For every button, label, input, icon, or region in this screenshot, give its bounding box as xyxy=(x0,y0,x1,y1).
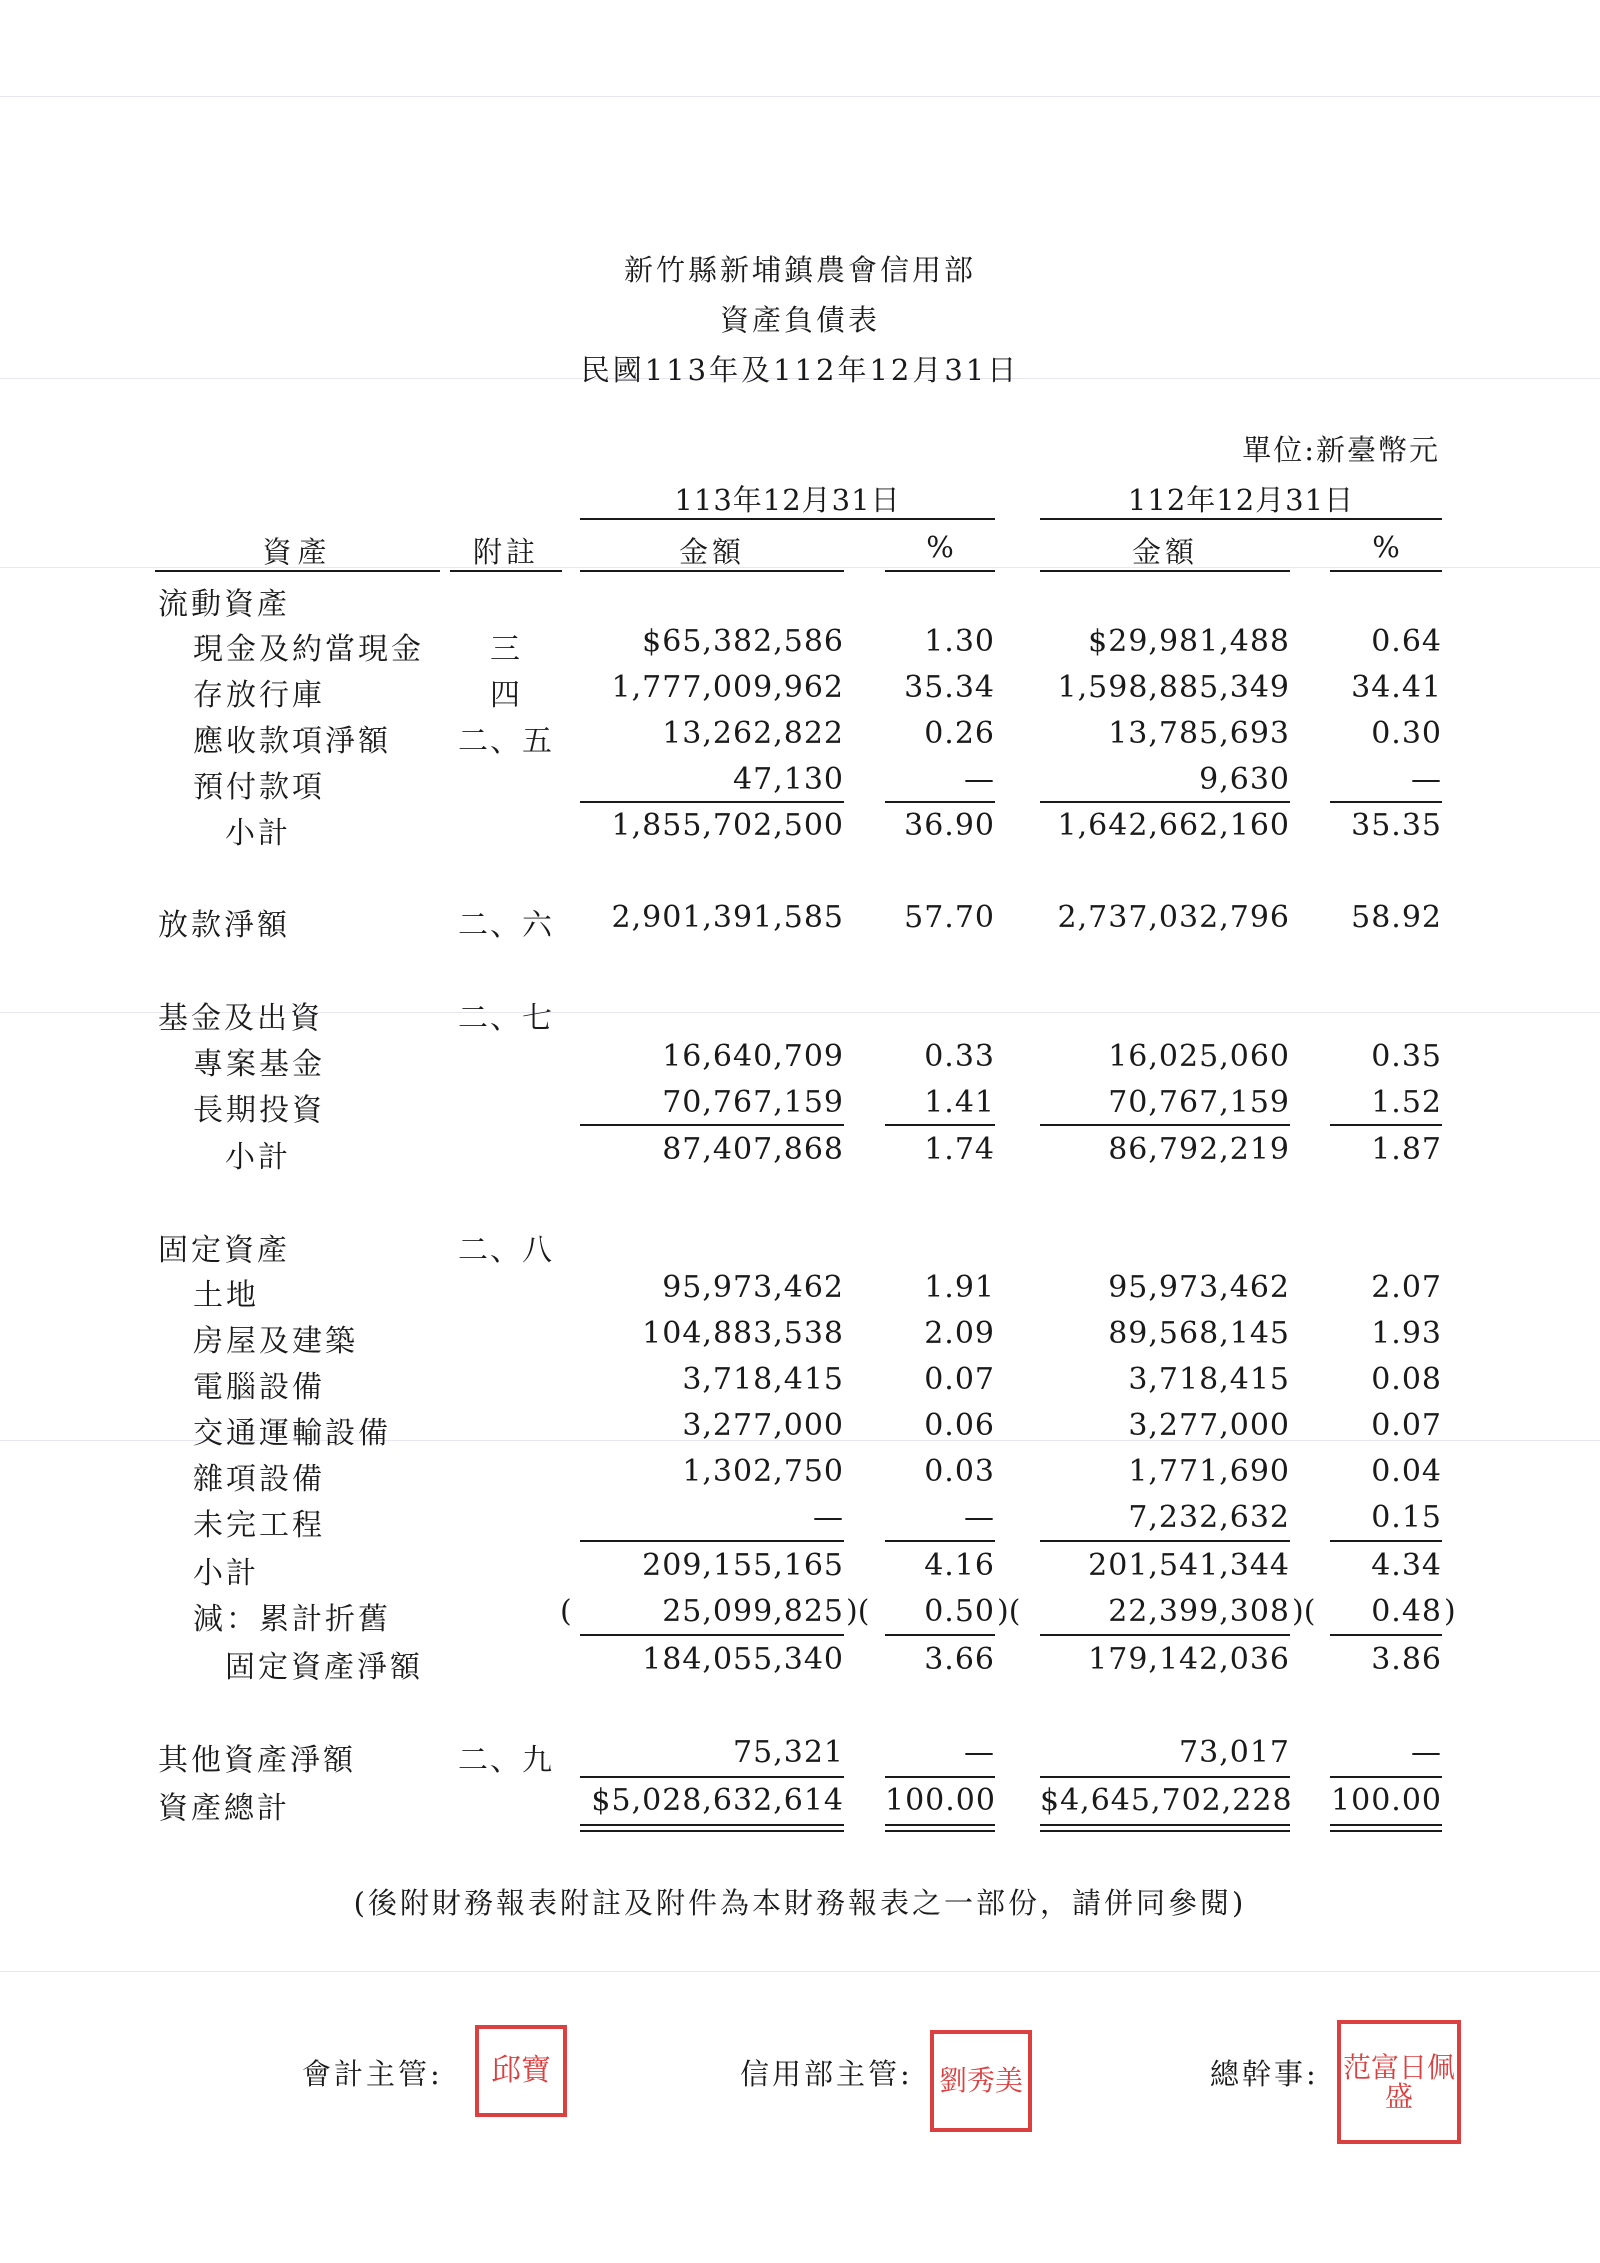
pct-prior: 35.35 xyxy=(1351,808,1442,843)
period-prior: 112年12月31日 xyxy=(1127,483,1355,517)
row-label: 小計 xyxy=(225,1140,291,1175)
row-label: 基金及出資 xyxy=(158,1001,323,1036)
row-label: 專案基金 xyxy=(193,1047,325,1082)
row-note: 二、九 xyxy=(458,1743,554,1778)
period-current: 113年12月31日 xyxy=(674,483,901,517)
row-prepayments xyxy=(0,762,1600,806)
row-label: 長期投資 xyxy=(193,1093,325,1128)
report-period: 民國113年及112年12月31日 xyxy=(580,353,1020,387)
amount-prior: $29,981,488 xyxy=(1088,624,1290,659)
pct-current: 36.90 xyxy=(904,808,995,843)
subtotal-rule xyxy=(580,1776,844,1778)
amount-prior: $4,645,702,228 xyxy=(1040,1783,1293,1818)
row-note: 四 xyxy=(490,678,522,713)
amount-current: $5,028,632,614 xyxy=(591,1783,844,1818)
row-label: 小計 xyxy=(225,816,291,851)
subtotal-rule xyxy=(1040,1124,1290,1126)
amount-prior: 201,541,344 xyxy=(1088,1548,1290,1583)
amount-prior: 7,232,632 xyxy=(1128,1500,1290,1535)
currency-unit: 單位:新臺幣元 xyxy=(1242,433,1440,467)
row-label: 放款淨額 xyxy=(158,908,290,943)
row-note: 二、八 xyxy=(458,1233,554,1268)
amount-current: 47,130 xyxy=(733,762,844,797)
subtotal-rule xyxy=(580,1540,844,1542)
signature-accounting-label: 會計主管: xyxy=(302,2057,443,2091)
row-note: 三 xyxy=(490,632,522,667)
row-current-assets xyxy=(0,579,1600,623)
pct-prior: 1.93 xyxy=(1371,1316,1442,1351)
signature-credit-label: 信用部主管: xyxy=(740,2057,913,2091)
pct-current: 0.33 xyxy=(924,1039,995,1074)
pct-prior: 0.07 xyxy=(1371,1408,1442,1443)
row-cash xyxy=(0,624,1600,668)
row-label: 資產總計 xyxy=(158,1791,290,1826)
amount-prior: 95,973,462 xyxy=(1108,1270,1290,1305)
amount-current: 1,302,750 xyxy=(682,1454,844,1489)
amount-prior: 16,025,060 xyxy=(1108,1039,1290,1074)
amount-current: 70,767,159 xyxy=(662,1085,844,1120)
amount-current: $65,382,586 xyxy=(642,624,844,659)
total-double-rule xyxy=(885,1824,995,1826)
subtotal-rule xyxy=(1330,1124,1442,1126)
org-name: 新竹縣新埔鎮農會信用部 xyxy=(623,253,976,287)
amount-current: 16,640,709 xyxy=(662,1039,844,1074)
amount-prior: 1,598,885,349 xyxy=(1057,670,1290,705)
row-label: 土地 xyxy=(193,1278,259,1313)
row-label: 現金及約當現金 xyxy=(193,632,424,667)
amount-current: 75,321 xyxy=(733,1735,844,1770)
header-rule xyxy=(450,570,562,572)
pct-prior: 58.92 xyxy=(1351,900,1442,935)
subtotal-rule xyxy=(1330,1776,1442,1778)
footnote: (後附財務報表附註及附件為本財務報表之一部份，請併同參閱) xyxy=(353,1886,1247,1920)
subtotal-rule xyxy=(885,1634,995,1636)
header-rule xyxy=(155,570,440,572)
amount-prior: 1,642,662,160 xyxy=(1057,808,1290,843)
pct-current: 0.03 xyxy=(924,1454,995,1489)
pct-current: 1.91 xyxy=(924,1270,995,1305)
seal-accounting xyxy=(475,2025,567,2117)
pct-current: — xyxy=(964,1735,995,1770)
pct-current: 1.30 xyxy=(924,624,995,659)
row-fixed-assets xyxy=(0,1225,1600,1269)
amount-current: 87,407,868 xyxy=(662,1132,844,1167)
amount-prior: 89,568,145 xyxy=(1108,1316,1290,1351)
amount-current: 1,855,702,500 xyxy=(611,808,844,843)
amount-current: 13,262,822 xyxy=(662,716,844,751)
row-label: 其他資產淨額 xyxy=(158,1743,356,1778)
header-rule xyxy=(1330,570,1442,572)
amount-prior: 2,737,032,796 xyxy=(1057,900,1290,935)
amount-current: 209,155,165 xyxy=(642,1548,844,1583)
total-double-rule xyxy=(1330,1830,1442,1832)
pct-prior: 34.41 xyxy=(1351,670,1442,705)
amount-prior: 22,399,308 xyxy=(1108,1594,1290,1629)
total-double-rule xyxy=(885,1830,995,1832)
seal-text: 邱寶 xyxy=(491,2053,551,2089)
col-pct-prior: % xyxy=(1372,530,1400,564)
subtotal-rule xyxy=(885,1124,995,1126)
subtotal-rule xyxy=(1330,801,1442,803)
pct-current: 1.74 xyxy=(924,1132,995,1167)
subtotal-rule xyxy=(1040,1634,1290,1636)
amount-current: 25,099,825 xyxy=(662,1594,844,1629)
pct-current: 2.09 xyxy=(924,1316,995,1351)
scan-line xyxy=(0,1971,1600,1972)
subtotal-rule xyxy=(580,1634,844,1636)
row-funds-investments xyxy=(0,993,1600,1037)
pct-current: 0.26 xyxy=(924,716,995,751)
row-construction-in-progress xyxy=(0,1500,1600,1544)
row-transport-equipment xyxy=(0,1408,1600,1452)
row-label: 固定資產淨額 xyxy=(225,1650,423,1685)
row-label: 預付款項 xyxy=(193,770,325,805)
pct-current: 0.07 xyxy=(924,1362,995,1397)
seal-text: 劉秀美 xyxy=(938,2064,1023,2098)
pct-prior: 3.86 xyxy=(1371,1642,1442,1677)
amount-current: 95,973,462 xyxy=(662,1270,844,1305)
amount-prior: 9,630 xyxy=(1199,762,1290,797)
amount-prior: 1,771,690 xyxy=(1128,1454,1290,1489)
amount-current: 104,883,538 xyxy=(642,1316,844,1351)
amount-current: 1,777,009,962 xyxy=(611,670,844,705)
row-receivables xyxy=(0,716,1600,760)
pct-prior: 1.87 xyxy=(1371,1132,1442,1167)
subtotal-rule xyxy=(580,1124,844,1126)
subtotal-rule xyxy=(1040,1776,1290,1778)
seal-credit xyxy=(930,2030,1032,2132)
amount-prior: 3,277,000 xyxy=(1128,1408,1290,1443)
row-label: 電腦設備 xyxy=(193,1370,325,1405)
signature-gm-label: 總幹事: xyxy=(1210,2057,1319,2091)
pct-current: 100.00 xyxy=(885,1783,996,1818)
row-subtotal-fixed xyxy=(0,1548,1600,1592)
pct-current: 3.66 xyxy=(924,1642,995,1677)
pct-current: 0.50 xyxy=(924,1594,995,1629)
total-double-rule xyxy=(1040,1824,1290,1826)
row-note: 二、六 xyxy=(458,908,554,943)
amount-prior: 3,718,415 xyxy=(1128,1362,1290,1397)
col-item: 資產 xyxy=(262,535,333,569)
pct-prior: 0.30 xyxy=(1371,716,1442,751)
pct-current: — xyxy=(964,1500,995,1535)
row-note: 二、五 xyxy=(458,724,554,759)
total-double-rule xyxy=(580,1830,844,1832)
row-long-term-investments xyxy=(0,1085,1600,1129)
pct-current: 1.41 xyxy=(924,1085,995,1120)
row-label: 房屋及建築 xyxy=(193,1324,358,1359)
amount-prior: 13,785,693 xyxy=(1108,716,1290,751)
pct-current: 57.70 xyxy=(904,900,995,935)
pct-prior: 0.64 xyxy=(1371,624,1442,659)
row-label: 減：累計折舊 xyxy=(193,1602,391,1637)
amount-prior: 179,142,036 xyxy=(1088,1642,1290,1677)
header-rule xyxy=(580,570,844,572)
pct-prior: 0.08 xyxy=(1371,1362,1442,1397)
subtotal-rule xyxy=(885,801,995,803)
amount-current: 3,718,415 xyxy=(682,1362,844,1397)
subtotal-rule xyxy=(1330,1540,1442,1542)
period-rule xyxy=(1040,518,1442,520)
pct-prior: 2.07 xyxy=(1371,1270,1442,1305)
seal-gm xyxy=(1337,2020,1461,2144)
amount-prior: 73,017 xyxy=(1179,1735,1290,1770)
pct-prior: 1.52 xyxy=(1371,1085,1442,1120)
pct-prior: 0.48 xyxy=(1371,1594,1442,1629)
pct-current: 35.34 xyxy=(904,670,995,705)
row-other-assets-net xyxy=(0,1735,1600,1779)
col-pct-current: % xyxy=(926,530,954,564)
row-label: 應收款項淨額 xyxy=(193,724,391,759)
row-bank-deposits xyxy=(0,670,1600,714)
row-label: 雜項設備 xyxy=(193,1462,325,1497)
subtotal-rule xyxy=(1040,1540,1290,1542)
row-total-assets xyxy=(0,1783,1600,1827)
row-buildings xyxy=(0,1316,1600,1360)
pct-current: 0.06 xyxy=(924,1408,995,1443)
pct-prior: 0.15 xyxy=(1371,1500,1442,1535)
total-double-rule xyxy=(1040,1830,1290,1832)
amount-current: — xyxy=(813,1500,844,1535)
amount-current: 3,277,000 xyxy=(682,1408,844,1443)
total-double-rule xyxy=(1330,1824,1442,1826)
pct-prior: — xyxy=(1411,762,1442,797)
row-land xyxy=(0,1270,1600,1314)
total-double-rule xyxy=(580,1824,844,1826)
row-label: 流動資產 xyxy=(158,587,290,622)
pct-current: — xyxy=(964,762,995,797)
pct-prior: 0.04 xyxy=(1371,1454,1442,1489)
row-label: 交通運輸設備 xyxy=(193,1416,391,1451)
scan-line xyxy=(0,96,1600,97)
amount-current: 2,901,391,585 xyxy=(611,900,844,935)
col-amount-current: 金額 xyxy=(678,535,745,569)
subtotal-rule xyxy=(885,1540,995,1542)
amount-prior: 86,792,219 xyxy=(1108,1132,1290,1167)
period-rule xyxy=(580,518,995,520)
amount-prior: 70,767,159 xyxy=(1108,1085,1290,1120)
row-note: 二、七 xyxy=(458,1001,554,1036)
row-subtotal-funds xyxy=(0,1132,1600,1176)
row-project-funds xyxy=(0,1039,1600,1083)
report-title: 資產負債表 xyxy=(719,303,880,337)
row-label: 存放行庫 xyxy=(193,678,325,713)
pct-prior: 0.35 xyxy=(1371,1039,1442,1074)
row-label: 固定資產 xyxy=(158,1233,290,1268)
row-label: 小計 xyxy=(193,1556,259,1591)
seal-text: 范富日佩盛 xyxy=(1342,2050,1455,2113)
pct-current: 4.16 xyxy=(924,1548,995,1583)
pct-prior: 4.34 xyxy=(1371,1548,1442,1583)
row-computer-equipment xyxy=(0,1362,1600,1406)
subtotal-rule xyxy=(885,1776,995,1778)
header-rule xyxy=(1040,570,1290,572)
row-subtotal-current-assets xyxy=(0,808,1600,852)
row-loans-net xyxy=(0,900,1600,944)
header-rule xyxy=(885,570,995,572)
amount-current: 184,055,340 xyxy=(642,1642,844,1677)
pct-prior: 100.00 xyxy=(1331,1783,1442,1818)
subtotal-rule xyxy=(1330,1634,1442,1636)
pct-prior: — xyxy=(1411,1735,1442,1770)
subtotal-rule xyxy=(1040,801,1290,803)
col-note: 附註 xyxy=(472,535,539,569)
col-amount-prior: 金額 xyxy=(1131,535,1198,569)
row-label: 未完工程 xyxy=(193,1508,325,1543)
subtotal-rule xyxy=(580,801,844,803)
row-misc-equipment xyxy=(0,1454,1600,1498)
row-accumulated-depreciation: 減：累計折舊 ( 25,099,825 )( 0.50 )( 22,399,308 )( 0.48 ) xyxy=(193,1594,1456,1637)
row-fixed-assets-net xyxy=(0,1642,1600,1686)
